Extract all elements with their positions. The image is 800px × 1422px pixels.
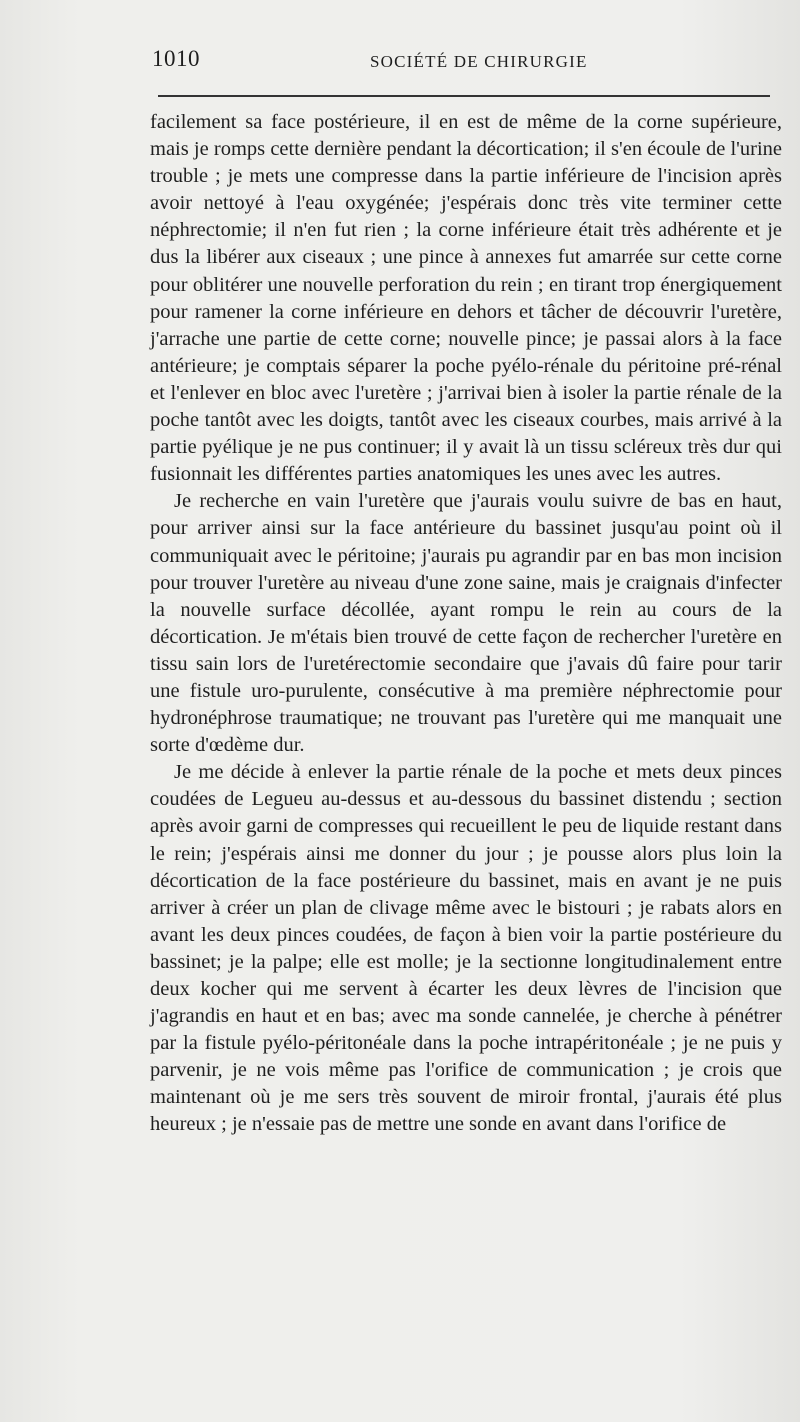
paragraph-uretere-search: Je recherche en vain l'uretère que j'aurais voulu suivre de bas en haut, pour arriver ainsi sur la face antérieure du bassinet jusqu'au point où il communiquait avec le péritoine; j'aurais pu agrandir par en bas mon incision pour trouver l'uretère au niveau d'une zone saine, mais je craignais d'infecter la nouvelle surface décollée, ayant rompu le rein au cours de la décortication. Je m'étais bien trouvé de cette façon de rechercher l'uretère en tissu sain lors de l'uretérectomie secondaire que j'avais dû faire pour tarir une fistule uro-purulente, consécutive à ma première néphrectomie pour hydronéphrose traumatique; ne trouvant pas l'uretère qui me manquait une sorte d'œdème dur. [150,490,782,757]
page-header [0,46,800,86]
running-head: SOCIÉTÉ DE CHIRURGIE [370,52,588,71]
paragraph-continuation: facilement sa face postérieure, il en est de même de la corne supérieure, mais je romps cette dernière pendant la décortication; il s'en écoule de l'urine trouble ; je mets une compresse dans la partie inférieure de l'incision après avoir nettoyé à l'eau oxygénée; j'espérais donc très vite terminer cette néphrectomie; il n'en fut rien ; la corne inférieure était très adhérente et je dus la libérer aux ciseaux ; une pince à annexes fut amarrée sur cette corne pour oblitérer une nouvelle perforation du rein ; en tirant trop énergiquement pour ramener la corne inférieure en dehors et tâcher de découvrir l'uretère, j'arrache une partie de cette corne; nouvelle pince; je passai alors à la face antérieure; je comptais séparer la poche pyélo-rénale du péritoine pré-rénal et l'enlever en bloc avec l'uretère ; j'arrivai bien à isoler la partie rénale de la poche tantôt avec les doigts, tantôt avec les ciseaux courbes, mais arrivé à la partie pyélique je ne pus continuer; il y avait là un tissu scléreux très dur qui fusionnait les différentes parties anatomiques les unes avec les autres. [150,111,782,486]
page-number: 1010 [152,46,200,71]
paragraph-renal-removal: Je me décide à enlever la partie rénale de la poche et mets deux pinces coudées de Legueu au-dessus et au-dessous du bassinet distendu ; section après avoir garni de compresses qui recueillent le peu de liquide restant dans le rein; j'espérais ainsi me donner du jour ; je pousse alors plus loin la décortication de la face postérieure du bassinet, mais en avant je ne puis arriver à créer un plan de clivage même avec le bistouri ; je rabats alors en avant les deux pinces coudées, de façon à bien voir la partie postérieure du bassinet; je la palpe; elle est molle; je la sectionne longitudinalement entre deux kocher qui me servent à écarter les deux lèvres de l'incision que j'agrandis en haut et en bas; avec ma sonde cannelée, je cherche à pénétrer par la fistule pyélo-péritonéale dans la poche intrapéritonéale ; je ne puis y parvenir, je ne vois même pas l'orifice de communication ; je crois que maintenant où je me sers très souvent de miroir frontal, j'aurais été plus heureux ; je n'essaie pas de mettre une sonde en avant dans l'orifice de [150,761,782,1136]
body-text [150,109,782,1139]
header-rule [158,95,770,97]
